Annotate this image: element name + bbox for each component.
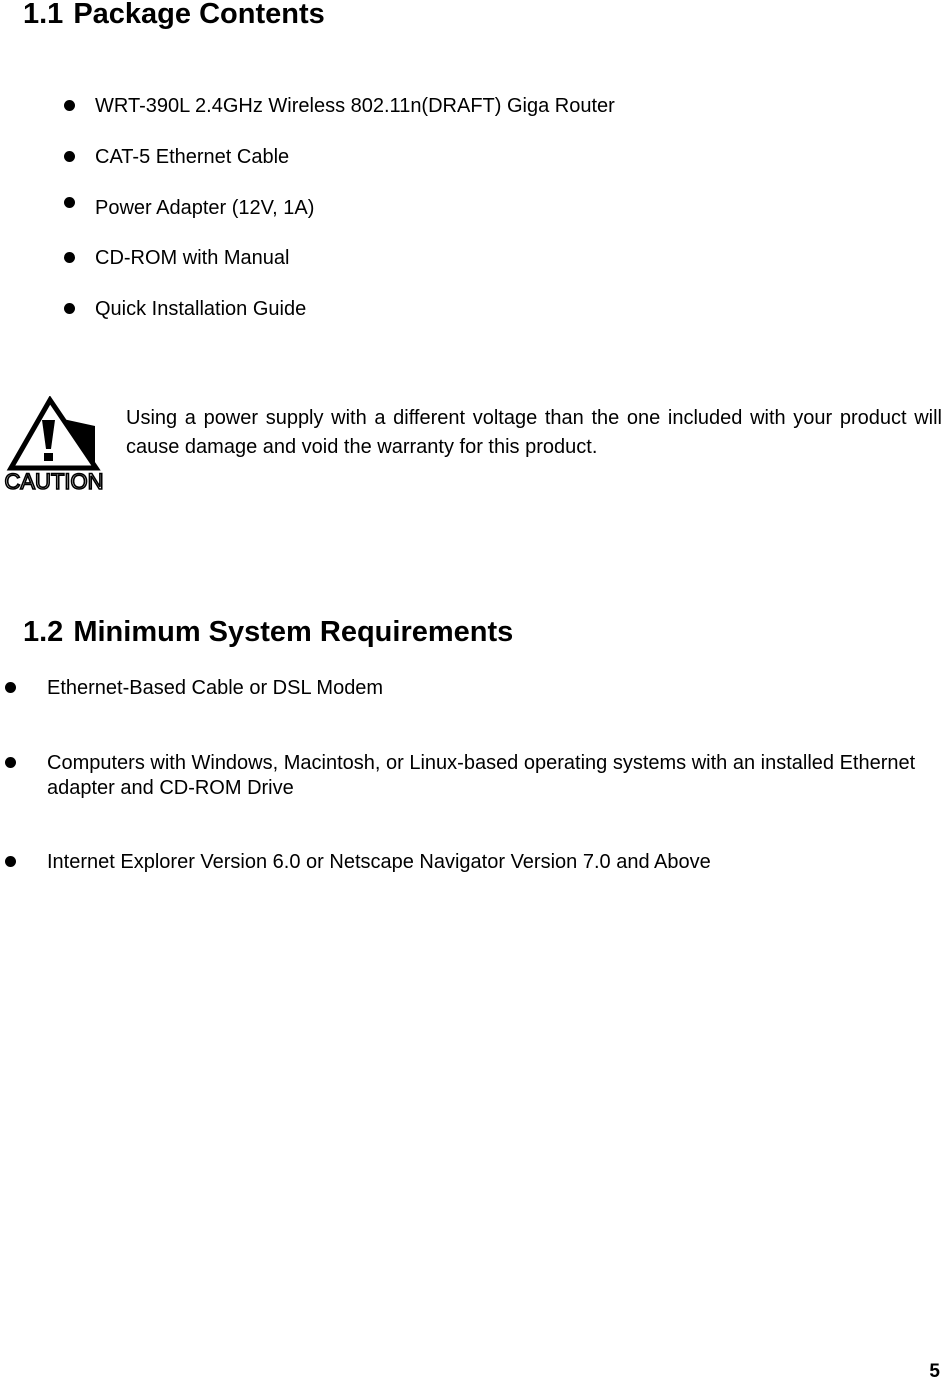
bullet-icon (5, 757, 16, 768)
section-heading-package-contents (23, 0, 325, 29)
bullet-icon (64, 252, 75, 263)
bullet-icon (64, 151, 75, 162)
caution-text: Using a power supply with a different voltage than the one included with your product will cause damage and void the warranty for this product. (126, 407, 942, 458)
bullet-icon (64, 303, 75, 314)
list-item-text: CAT-5 Ethernet Cable (95, 146, 290, 168)
section-title: Package Contents (73, 0, 325, 30)
list-item-text: Power Adapter (12V, 1A) (95, 197, 315, 219)
list-item-text: Quick Installation Guide (95, 298, 307, 320)
section-title: Minimum System Requirements (73, 616, 514, 648)
page-number: 5 (929, 1361, 940, 1382)
bullet-icon (64, 197, 75, 208)
list-item-text: Internet Explorer Version 6.0 or Netscape Navigator Version 7.0 and Above (47, 851, 711, 873)
section-number: 1.1 (23, 0, 64, 30)
section-number: 1.2 (23, 616, 64, 648)
bullet-icon (5, 682, 16, 693)
section-heading-minimum-requirements (23, 618, 513, 647)
list-item-text: CD-ROM with Manual (95, 247, 290, 269)
caution-label: CAUTION (4, 469, 104, 492)
bullet-icon (64, 100, 75, 111)
list-item-text: Computers with Windows, Macintosh, or Linux-based operating systems with an installed Ethernet adapter and CD-ROM Drive (47, 752, 916, 799)
list-item-text: WRT-390L 2.4GHz Wireless 802.11n(DRAFT) Giga Router (95, 95, 615, 117)
list-item-text: Ethernet-Based Cable or DSL Modem (47, 677, 384, 699)
caution-warning-triangle-icon (0, 396, 110, 492)
bullet-icon (5, 856, 16, 867)
